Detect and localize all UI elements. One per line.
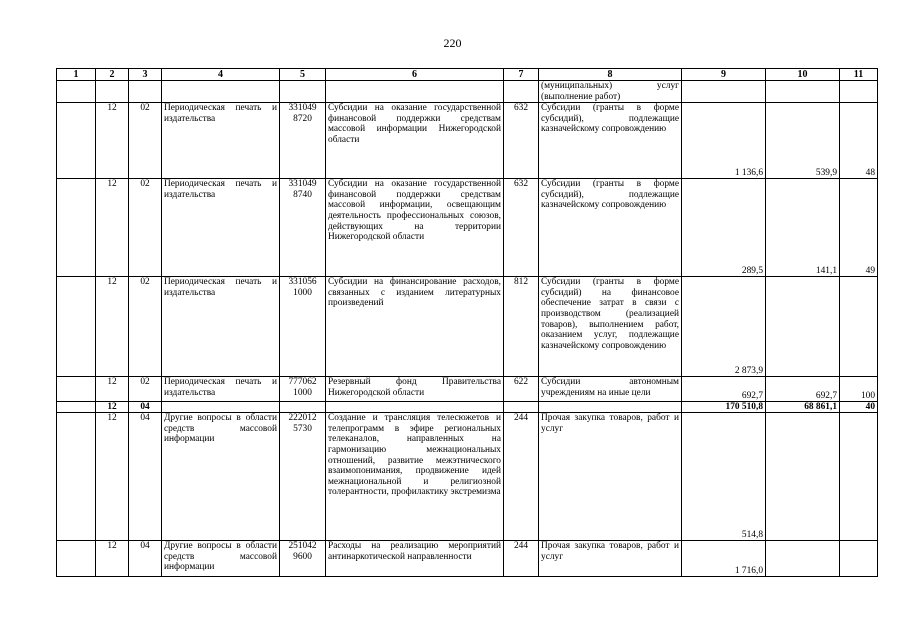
- cell-target-name: Субсидии на оказание государственной финансовой поддержки средствам массовой информации Нижегородской области: [326, 103, 504, 179]
- cell-target-code: [280, 377, 326, 402]
- cell-expense-type: 632: [504, 103, 539, 179]
- cell-percent: [840, 81, 878, 103]
- cell-expense-name: Прочая закупка товаров, работ и услуг: [539, 413, 682, 541]
- table-row: [57, 103, 878, 179]
- cell-actual: [766, 81, 840, 103]
- cell-expense-type: 622: [504, 377, 539, 402]
- header-cell: 3: [129, 69, 162, 81]
- cell-target-code: [280, 277, 326, 377]
- cell-subsection-name: Другие вопросы в области средств массовой информации: [162, 413, 280, 541]
- target-code-part1: 331049: [288, 179, 317, 190]
- cell-actual: [766, 541, 840, 577]
- cell-actual: 141,1: [766, 179, 840, 277]
- cell-col1: [57, 81, 96, 103]
- cell-subsection-name: Периодическая печать и издательства: [162, 377, 280, 402]
- table-row: [57, 179, 878, 277]
- cell-section: [96, 81, 129, 103]
- cell-col1: [57, 413, 96, 541]
- cell-target-code: [280, 81, 326, 103]
- cell-plan: 289,5: [682, 179, 766, 277]
- cell-target-code: [280, 179, 326, 277]
- cell-subsection: [129, 81, 162, 103]
- header-cell: 10: [766, 69, 840, 81]
- cell-subsection-name: Другие вопросы в области средств массовой информации: [162, 541, 280, 577]
- cell-expense-type: [504, 81, 539, 103]
- cell-target-code: [280, 413, 326, 541]
- header-cell: 1: [57, 69, 96, 81]
- cell-expense-type: 244: [504, 541, 539, 577]
- cell-expense-type: [504, 402, 539, 413]
- header-cell: 8: [539, 69, 682, 81]
- cell-target-name: Резервный фонд Правительства Нижегородской области: [326, 377, 504, 402]
- table-row: [57, 541, 878, 577]
- cell-section: 12: [96, 402, 129, 413]
- cell-expense-name: (муниципальных) услуг (выполнение работ): [539, 81, 682, 103]
- cell-section: 12: [96, 413, 129, 541]
- cell-col1: [57, 277, 96, 377]
- cell-expense-type: 244: [504, 413, 539, 541]
- table-row: [57, 81, 878, 103]
- target-code-part2: 8740: [293, 189, 312, 200]
- cell-expense-name: [539, 402, 682, 413]
- cell-percent: [840, 413, 878, 541]
- page-number: 220: [443, 36, 462, 50]
- table-row: [57, 377, 878, 402]
- cell-subsection-name: Периодическая печать и издательства: [162, 179, 280, 277]
- cell-actual: [766, 277, 840, 377]
- cell-target-code: [280, 541, 326, 577]
- cell-section: 12: [96, 377, 129, 402]
- cell-subsection: 04: [129, 413, 162, 541]
- cell-target-name: Субсидии на оказание государственной финансовой поддержки средствам массовой информации, освещающим деятельность профессиональных союзов, действующих на территории Нижегородской области: [326, 179, 504, 277]
- target-code-part1: 222012: [288, 413, 317, 424]
- cell-target-name: Субсидии на финансирование расходов, связанных с изданием литературных произведений: [326, 277, 504, 377]
- cell-actual: 539,9: [766, 103, 840, 179]
- cell-target-name: [326, 402, 504, 413]
- cell-plan-total: 170 510,8: [682, 402, 766, 413]
- cell-expense-name: Субсидии (гранты в форме субсидий), подлежащие казначейскому сопровождению: [539, 103, 682, 179]
- cell-target-name: Создание и трансляция телесюжетов и телепрограмм в эфире региональных телеканалов, направленных на гармонизацию межнациональных отношений, развитие межэтнического взаимопонимания, продвижение идей межнациональной и религиозной толерантности, профилактику экстремизма: [326, 413, 504, 541]
- cell-percent-total: 40: [840, 402, 878, 413]
- cell-expense-name: Субсидии (гранты в форме субсидий), подлежащие казначейскому сопровождению: [539, 179, 682, 277]
- subtotal-row: [57, 402, 878, 413]
- target-code-part2: 1000: [293, 287, 312, 298]
- cell-col1: [57, 103, 96, 179]
- target-code-part2: 9600: [293, 551, 312, 562]
- cell-section: 12: [96, 179, 129, 277]
- cell-subsection-name: Периодическая печать и издательства: [162, 103, 280, 179]
- header-cell: 9: [682, 69, 766, 81]
- cell-subsection-name: Периодическая печать и издательства: [162, 277, 280, 377]
- header-cell: 11: [840, 69, 878, 81]
- cell-actual: 692,7: [766, 377, 840, 402]
- cell-section: 12: [96, 103, 129, 179]
- cell-subsection-name: [162, 81, 280, 103]
- target-code-part1: 331056: [288, 277, 317, 288]
- cell-subsection: 04: [129, 541, 162, 577]
- budget-table: [56, 68, 878, 577]
- header-cell: 4: [162, 69, 280, 81]
- header-cell: 5: [280, 69, 326, 81]
- target-code-part2: 8720: [293, 113, 312, 124]
- cell-percent: 100: [840, 377, 878, 402]
- cell-col1: [57, 179, 96, 277]
- header-cell: 7: [504, 69, 539, 81]
- table-header-row: [57, 69, 878, 81]
- table-row: [57, 413, 878, 541]
- cell-percent: 49: [840, 179, 878, 277]
- header-cell: 6: [326, 69, 504, 81]
- cell-plan: 2 873,9: [682, 277, 766, 377]
- cell-expense-name: Субсидии (гранты в форме субсидий) на финансовое обеспечение затрат в связи с производством (реализацией товаров), выполнением работ, оказанием услуг, подлежащие казначейскому сопровождению: [539, 277, 682, 377]
- cell-actual-total: 68 861,1: [766, 402, 840, 413]
- target-code-part2: 1000: [293, 387, 312, 398]
- table-row: [57, 277, 878, 377]
- cell-subsection: 04: [129, 402, 162, 413]
- target-code-part1: 777062: [288, 377, 317, 388]
- cell-plan: 692,7: [682, 377, 766, 402]
- target-code-part1: 331049: [288, 103, 317, 114]
- cell-col1: [57, 402, 96, 413]
- cell-percent: 48: [840, 103, 878, 179]
- cell-expense-type: 812: [504, 277, 539, 377]
- header-cell: 2: [96, 69, 129, 81]
- cell-section: 12: [96, 541, 129, 577]
- cell-col1: [57, 377, 96, 402]
- cell-actual: [766, 413, 840, 541]
- cell-subsection: 02: [129, 103, 162, 179]
- cell-plan: 514,8: [682, 413, 766, 541]
- cell-target-code: [280, 103, 326, 179]
- cell-target-name: [326, 81, 504, 103]
- cell-section: 12: [96, 277, 129, 377]
- cell-expense-type: 632: [504, 179, 539, 277]
- cell-target-name: Расходы на реализацию мероприятий антинаркотической направленности: [326, 541, 504, 577]
- target-code-part2: 5730: [293, 423, 312, 434]
- cell-subsection: 02: [129, 377, 162, 402]
- cell-subsection-name: [162, 402, 280, 413]
- cell-plan: 1 136,6: [682, 103, 766, 179]
- cell-target-code: [280, 402, 326, 413]
- cell-percent: [840, 277, 878, 377]
- cell-col1: [57, 541, 96, 577]
- cell-subsection: 02: [129, 179, 162, 277]
- cell-expense-name: Прочая закупка товаров, работ и услуг: [539, 541, 682, 577]
- target-code-part1: 251042: [288, 541, 317, 552]
- cell-expense-name: Субсидии автономным учреждениям на иные цели: [539, 377, 682, 402]
- cell-plan: [682, 81, 766, 103]
- cell-percent: [840, 541, 878, 577]
- cell-plan: 1 716,0: [682, 541, 766, 577]
- cell-subsection: 02: [129, 277, 162, 377]
